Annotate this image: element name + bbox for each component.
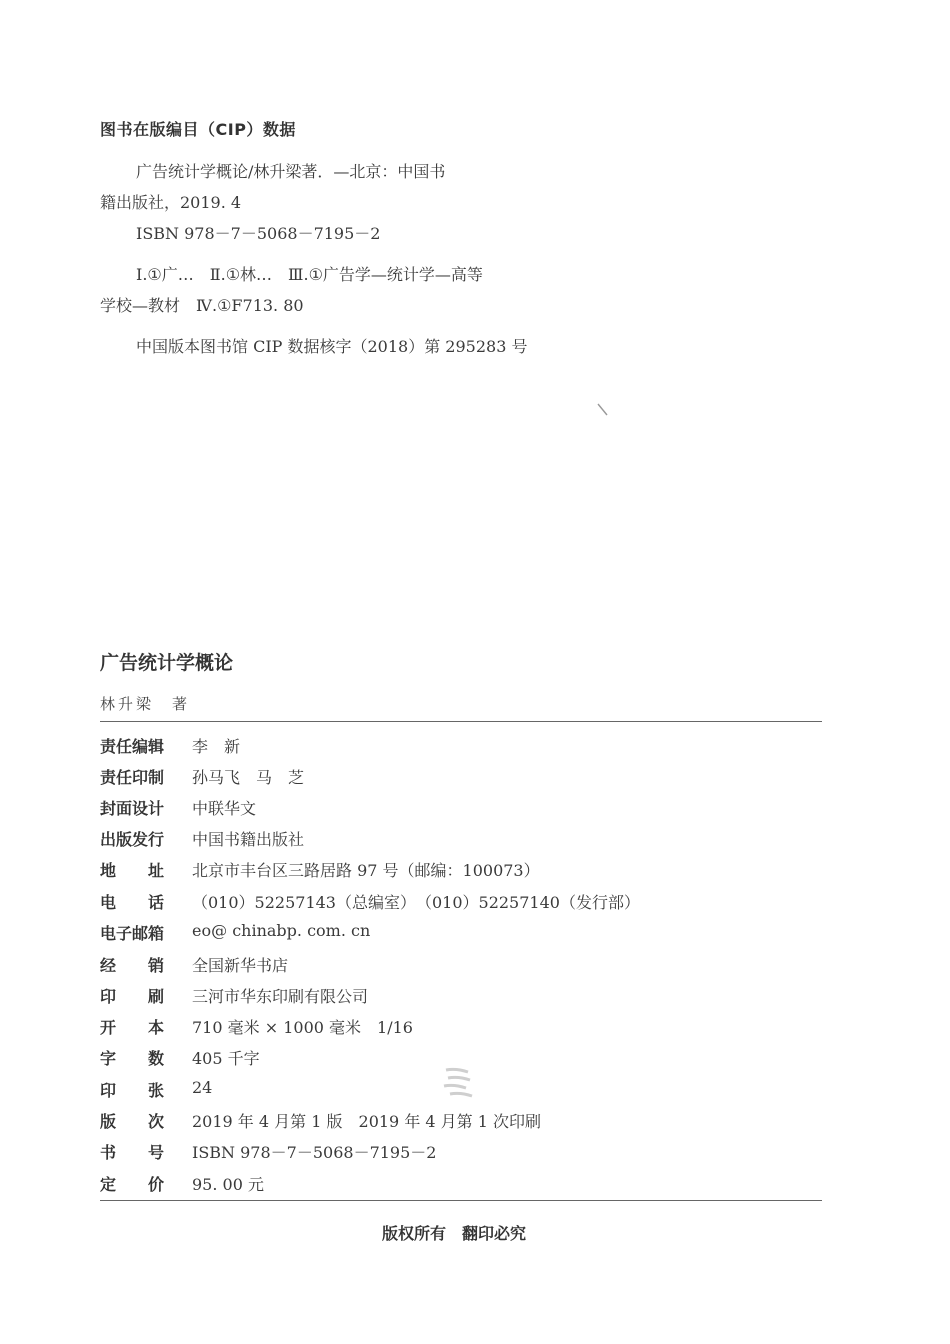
info-value: 全国新华书店 [192,956,289,975]
info-value: 中国书籍出版社 [192,830,305,849]
cip-line-isbn: ISBN 978－7－5068－7195－2 [136,224,381,243]
info-label: 经 销 [100,956,165,975]
rule-bottom [100,1200,822,1201]
info-label: 定 价 [100,1175,165,1194]
rule-top [100,721,822,722]
info-label: 电子邮箱 [100,924,165,943]
info-value: 李 新 [192,737,241,756]
info-value: ISBN 978－7－5068－7195－2 [192,1143,437,1162]
info-label: 字 数 [100,1049,165,1068]
info-label: 封面设计 [100,799,165,818]
info-label: 开 本 [100,1018,165,1037]
info-label: 版 次 [100,1112,165,1131]
info-label: 印 刷 [100,987,165,1006]
info-label: 书 号 [100,1143,165,1162]
info-value: 95. 00 元 [192,1175,264,1194]
info-value: 24 [192,1078,213,1097]
info-label: 出版发行 [100,830,165,849]
info-value: （010）52257143（总编室） （010）52257140（发行部） [192,893,640,912]
info-value: 中联华文 [192,799,257,818]
info-value: 405 千字 [192,1049,260,1068]
cip-line-publisher: 籍出版社，2019. 4 [100,193,242,212]
info-label: 地 址 [100,861,165,880]
cip-line-classification: Ⅰ.①广… Ⅱ.①林… Ⅲ.①广告学—统计学—高等 [136,265,483,284]
cip-heading: 图书在版编目（CIP）数据 [100,120,296,139]
scan-mark [596,402,610,418]
cip-line-record-number: 中国版本图书馆 CIP 数据核字（2018）第 295283 号 [136,337,528,356]
cip-line-classification-cont: 学校—教材 Ⅳ.①F713. 80 [100,296,304,315]
info-label: 印 张 [100,1081,165,1100]
info-value: eo@ chinabp. com. cn [192,921,371,940]
info-value: 710 毫米 × 1000 毫米 1/16 [192,1018,413,1037]
author-line: 林升梁 著 [100,695,191,713]
info-label: 电 话 [100,893,165,912]
info-value: 2019 年 4 月第 1 版 2019 年 4 月第 1 次印刷 [192,1112,542,1131]
info-value: 孙马飞 马 芝 [192,768,305,787]
cip-line-title: 广告统计学概论/林升梁著．—北京：中国书 [136,162,446,181]
info-label: 责任印制 [100,768,165,787]
ink-smudge [440,1066,474,1104]
copyright-notice: 版权所有 翻印必究 [382,1224,527,1243]
book-title: 广告统计学概论 [100,652,234,674]
info-value: 三河市华东印刷有限公司 [192,987,369,1006]
info-label: 责任编辑 [100,737,165,756]
info-value: 北京市丰台区三路居路 97 号（邮编：100073） [192,861,540,880]
